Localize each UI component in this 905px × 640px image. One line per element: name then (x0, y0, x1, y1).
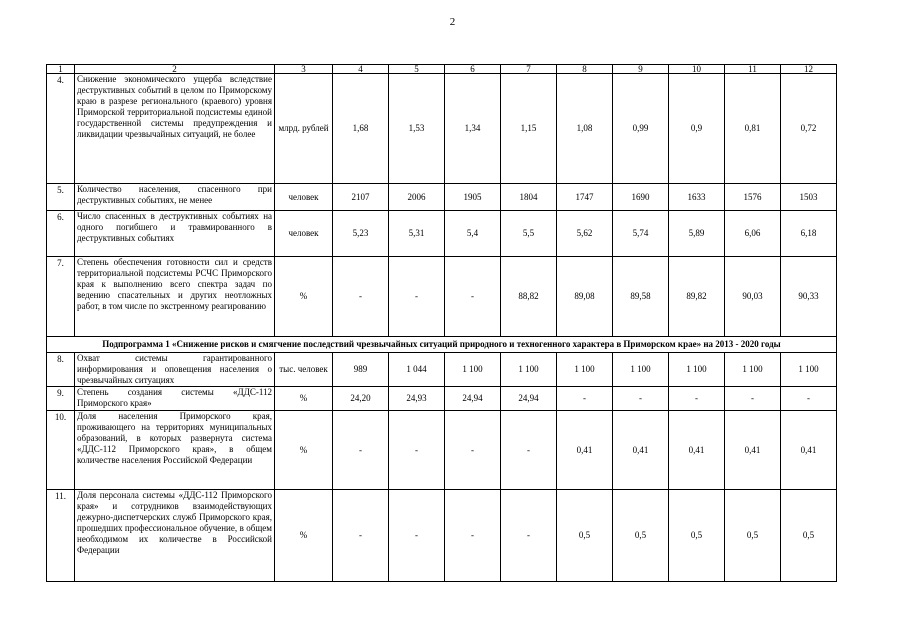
value-cell: - (445, 490, 501, 582)
value-cell: - (333, 411, 389, 490)
table-row (47, 353, 837, 387)
value-cell: 24,93 (389, 387, 445, 411)
row-number: 11. (47, 490, 75, 582)
value-cell: 5,74 (613, 211, 669, 257)
value-cell: 1 100 (669, 353, 725, 387)
value-cell: 2107 (333, 184, 389, 211)
value-cell: 0,81 (725, 74, 781, 184)
indicator-name: Степень обеспечения готовности сил и средств территориальной подсистемы РСЧС Приморского края к выполнению всего спектра задач по ведению спасательных и других неотложных работ, в том числе по экстренному реагированию (75, 257, 275, 337)
row-number: 4. (47, 74, 75, 184)
value-cell: 1,34 (445, 74, 501, 184)
value-cell: 5,62 (557, 211, 613, 257)
value-cell: 24,20 (333, 387, 389, 411)
value-cell: 1 044 (389, 353, 445, 387)
column-header: 9 (613, 65, 669, 74)
indicator-name: Охват системы гарантированного информирования и оповещения населения о чрезвычайных ситуациях (75, 353, 275, 387)
value-cell: 2006 (389, 184, 445, 211)
value-cell: - (557, 387, 613, 411)
column-header: 8 (557, 65, 613, 74)
value-cell: 0,99 (613, 74, 669, 184)
value-cell: 0,5 (613, 490, 669, 582)
column-header: 5 (389, 65, 445, 74)
column-header: 4 (333, 65, 389, 74)
value-cell: 1747 (557, 184, 613, 211)
value-cell: 0,5 (725, 490, 781, 582)
row-number: 10. (47, 411, 75, 490)
value-cell: 24,94 (445, 387, 501, 411)
value-cell: - (445, 257, 501, 337)
unit-cell: % (275, 411, 333, 490)
row-number: 6. (47, 211, 75, 257)
value-cell: 1,15 (501, 74, 557, 184)
value-cell: 0,72 (781, 74, 837, 184)
value-cell: 0,41 (613, 411, 669, 490)
value-cell: 0,41 (725, 411, 781, 490)
value-cell: - (669, 387, 725, 411)
indicator-name: Число спасенных в деструктивных событиях на одного погибшего и травмированного в деструктивных событиях (75, 211, 275, 257)
value-cell: 88,82 (501, 257, 557, 337)
value-cell: 5,89 (669, 211, 725, 257)
value-cell: 89,08 (557, 257, 613, 337)
unit-cell: человек (275, 184, 333, 211)
indicator-name: Количество населения, спасенного при деструктивных событиях, не менее (75, 184, 275, 211)
column-header: 2 (75, 65, 275, 74)
value-cell: 0,5 (557, 490, 613, 582)
unit-cell: тыс. человек (275, 353, 333, 387)
value-cell: 1 100 (781, 353, 837, 387)
value-cell: - (501, 490, 557, 582)
value-cell: 0,41 (669, 411, 725, 490)
value-cell: 0,9 (669, 74, 725, 184)
value-cell: - (333, 490, 389, 582)
column-header: 6 (445, 65, 501, 74)
value-cell: 0,5 (669, 490, 725, 582)
value-cell: - (501, 411, 557, 490)
value-cell: 1,53 (389, 74, 445, 184)
value-cell: 1804 (501, 184, 557, 211)
value-cell: 89,82 (669, 257, 725, 337)
value-cell: 24,94 (501, 387, 557, 411)
value-cell: 0,41 (781, 411, 837, 490)
indicator-name: Доля персонала системы «ДДС-112 Приморского края» и сотрудников взаимодействующих дежурно-диспетчерских служб Приморского края, прошедших профессиональное обучение, в общем необходимом их количестве в Российской Федерации (75, 490, 275, 582)
value-cell: 1 100 (557, 353, 613, 387)
value-cell: 6,06 (725, 211, 781, 257)
value-cell: 1,08 (557, 74, 613, 184)
value-cell: 6,18 (781, 211, 837, 257)
value-cell: 1633 (669, 184, 725, 211)
value-cell: - (389, 257, 445, 337)
value-cell: 1 100 (445, 353, 501, 387)
column-header: 11 (725, 65, 781, 74)
value-cell: 0,5 (781, 490, 837, 582)
value-cell: 90,33 (781, 257, 837, 337)
value-cell: 5,4 (445, 211, 501, 257)
value-cell: - (445, 411, 501, 490)
value-cell: 5,5 (501, 211, 557, 257)
unit-cell: % (275, 387, 333, 411)
subprogram-row (47, 337, 837, 353)
table-row (47, 387, 837, 411)
table-row (47, 211, 837, 257)
value-cell: 0,41 (557, 411, 613, 490)
value-cell: 1 100 (725, 353, 781, 387)
row-number: 8. (47, 353, 75, 387)
indicator-name: Снижение экономического ущерба вследствие деструктивных событий в целом по Приморскому краю в разрезе регионального (краевого) уровня Приморской территориальной подсистемы единой государственной системы предупреждения и ликвидации чрезвычайных ситуаций, не более (75, 74, 275, 184)
unit-cell: млрд. рублей (275, 74, 333, 184)
value-cell: 1576 (725, 184, 781, 211)
page-number: 2 (449, 16, 456, 28)
value-cell: - (333, 257, 389, 337)
value-cell: - (725, 387, 781, 411)
indicator-name: Доля населения Приморского края, проживающего на территориях муниципальных образований, в которых развернута система «ДДС-112 Приморского края», в общем количестве населения Российской Федерации (75, 411, 275, 490)
column-header: 12 (781, 65, 837, 74)
value-cell: - (389, 411, 445, 490)
row-number: 7. (47, 257, 75, 337)
value-cell: 1 100 (501, 353, 557, 387)
value-cell: 1905 (445, 184, 501, 211)
value-cell: 1,68 (333, 74, 389, 184)
value-cell: 1 100 (613, 353, 669, 387)
value-cell: 1690 (613, 184, 669, 211)
column-header: 1 (47, 65, 75, 74)
column-numbers-row (47, 65, 837, 74)
value-cell: - (389, 490, 445, 582)
indicators-table (46, 64, 837, 582)
unit-cell: % (275, 257, 333, 337)
table-row (47, 411, 837, 490)
subprogram-title: Подпрограмма 1 «Снижение рисков и смягчение последствий чрезвычайных ситуаций природного и техногенного характера в Приморском крае» на 2013 - 2020 годы (47, 337, 837, 353)
column-header: 7 (501, 65, 557, 74)
table-row (47, 74, 837, 184)
column-header: 10 (669, 65, 725, 74)
value-cell: 90,03 (725, 257, 781, 337)
row-number: 9. (47, 387, 75, 411)
table-row (47, 257, 837, 337)
value-cell: 5,31 (389, 211, 445, 257)
indicator-name: Степень создания системы «ДДС-112 Приморского края» (75, 387, 275, 411)
value-cell: 1503 (781, 184, 837, 211)
value-cell: 5,23 (333, 211, 389, 257)
value-cell: 89,58 (613, 257, 669, 337)
value-cell: - (781, 387, 837, 411)
table-row (47, 184, 837, 211)
unit-cell: % (275, 490, 333, 582)
value-cell: - (613, 387, 669, 411)
row-number: 5. (47, 184, 75, 211)
unit-cell: человек (275, 211, 333, 257)
column-header: 3 (275, 65, 333, 74)
table-row (47, 490, 837, 582)
value-cell: 989 (333, 353, 389, 387)
